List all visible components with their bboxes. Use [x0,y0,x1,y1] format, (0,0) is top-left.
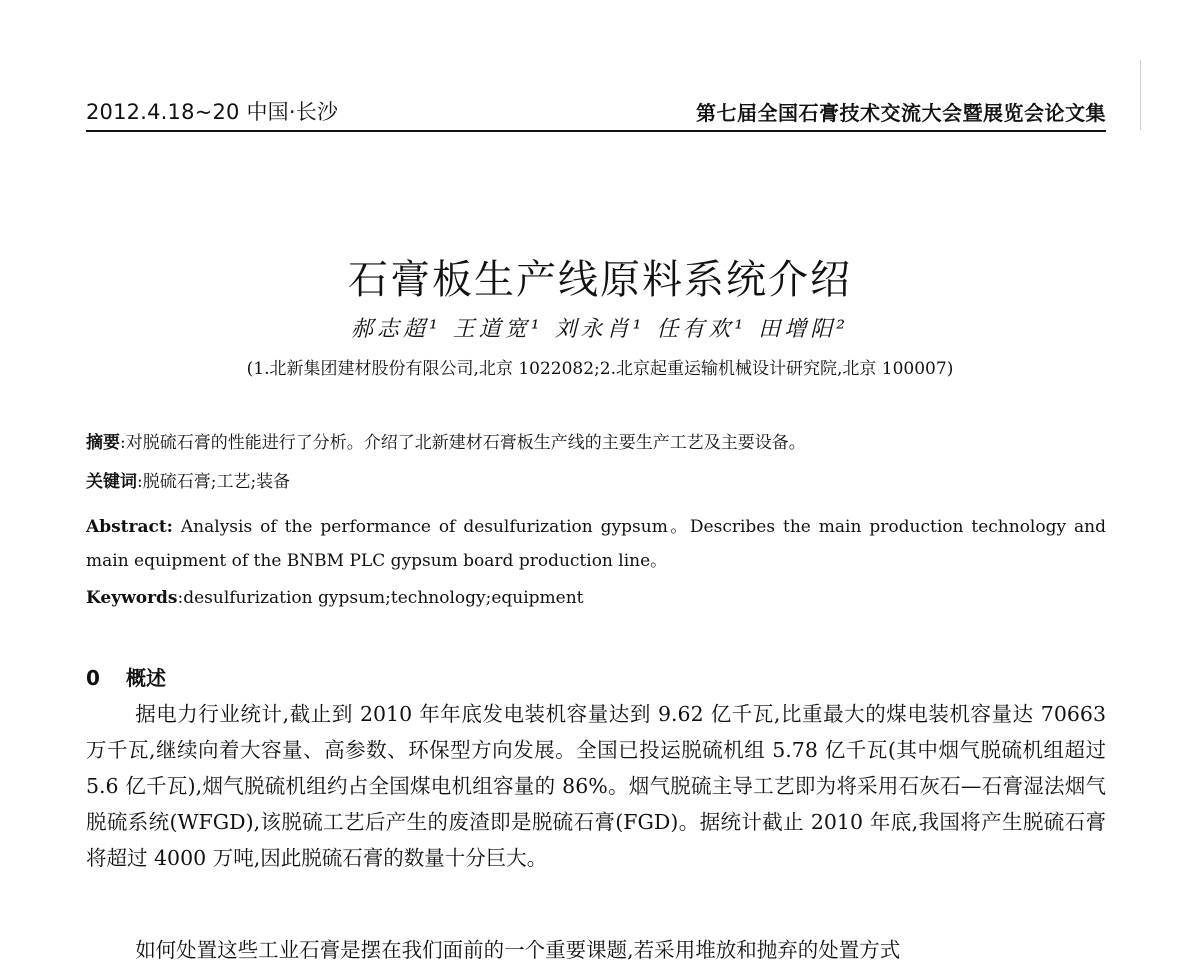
keywords-chinese-text: :脱硫石膏;工艺;装备 [137,472,291,492]
abstract-chinese-label: 摘要 [86,433,120,453]
abstract-chinese-text: :对脱硫石膏的性能进行了分析。介绍了北新建材石膏板生产线的主要生产工艺及主要设备。 [120,433,806,453]
author-list: 郝志超¹ 王道宽¹ 刘永肖¹ 任有欢¹ 田增阳² [350,317,850,342]
abstract-english-text: Analysis of the performance of desulfurization gypsum。Describes the main production technology and main equipment of the BNBM PLC gypsum board production line。 [86,517,1106,571]
keywords-chinese [86,471,1106,493]
body-paragraph: 据电力行业统计,截止到 2010 年年底发电装机容量达到 9.62 亿千瓦,比重最大的煤电装机容量达 70663 万千瓦,继续向着大容量、高参数、环保型方向发展。全国已投运脱硫机组 5.78 亿千瓦(其中烟气脱硫机组超过 5.6 亿千瓦),烟气脱硫机组约占全国煤电机组容量的 86%。烟气脱硫主导工艺即为将采用石灰石—石膏湿法烟气脱硫系统(WFGD),该脱硫工艺后产生的废渣即是脱硫石膏(FGD)。据统计截止 2010 年底,我国将产生脱硫石膏将超过 4000 万吨,因此脱硫石膏的数量十分巨大。 [86,702,1106,870]
affiliations: (1.北新集团建材股份有限公司,北京 1022082;2.北京起重运输机械设计研究院,北京 100007) [246,359,954,379]
abstract-english-label: Abstract: [86,517,173,537]
abstract-chinese [86,432,1106,454]
keywords-english [86,587,1106,609]
section-number: 0 [86,666,100,690]
body-paragraph-cutoff: 如何处置这些工业石膏是摆在我们面前的一个重要课题,若采用堆放和抛弃的处置方式 [135,938,901,962]
running-header [86,96,1106,132]
scan-artifact-line [1140,60,1141,130]
abstract-english [86,510,1106,578]
keywords-english-text: :desulfurization gypsum;technology;equipment [177,588,584,608]
keywords-english-label: Keywords [86,588,178,608]
keywords-chinese-label: 关键词 [86,472,137,492]
header-proceedings-title: 第七届全国石膏技术交流大会暨展览会论文集 [696,101,1106,125]
section-heading [86,662,166,691]
paper-title: 石膏板生产线原料系统介绍 [348,257,852,303]
header-date-location: 2012.4.18~20 中国·长沙 [86,100,339,124]
section-title: 概述 [126,666,166,690]
